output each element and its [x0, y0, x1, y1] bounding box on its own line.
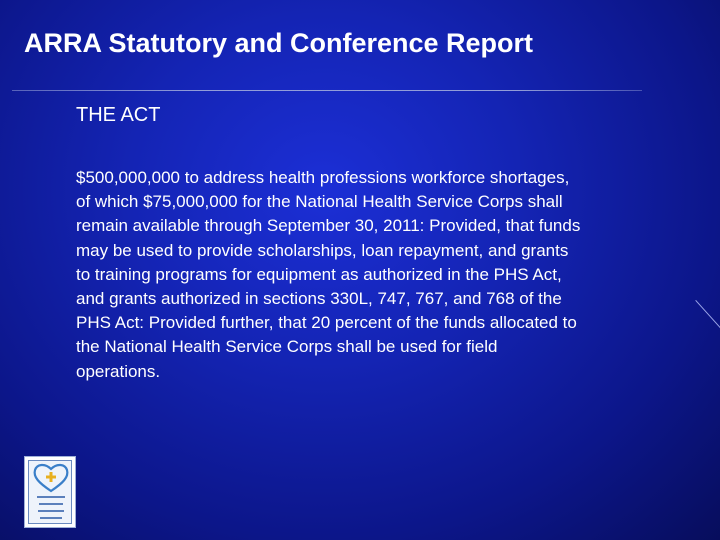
body-line: to training programs for equipment as authorized in the PHS Act, [76, 264, 562, 284]
body-line: remain available through September 30, 2011: Provided, that funds [76, 216, 581, 236]
heart-cross-icon [25, 457, 77, 529]
body-line: $500,000,000 to address health professions workforce shortages, [76, 168, 570, 187]
body-line: and grants authorized in sections 330L, 747, 767, and 768 of the [76, 289, 562, 309]
decorative-line [695, 300, 720, 330]
nhsc-logo [24, 456, 76, 528]
body-line: of which $75,000,000 for the National Health Service Corps shall [76, 192, 563, 212]
title-divider [12, 90, 642, 91]
cross-icon-horizontal [46, 476, 56, 479]
logo-lettering [37, 497, 65, 518]
body-line: may be used to provide scholarships, loan repayment, and grants [76, 240, 569, 260]
slide-title: ARRA Statutory and Conference Report [24, 28, 534, 58]
body-line: operations. [76, 361, 161, 381]
body-line: PHS Act: Provided further, that 20 percent of the funds allocated to [76, 313, 577, 333]
section-heading: THE ACT [76, 104, 161, 126]
body-paragraph [76, 166, 686, 384]
body-line: the National Health Service Corps shall be used for field [76, 337, 498, 357]
